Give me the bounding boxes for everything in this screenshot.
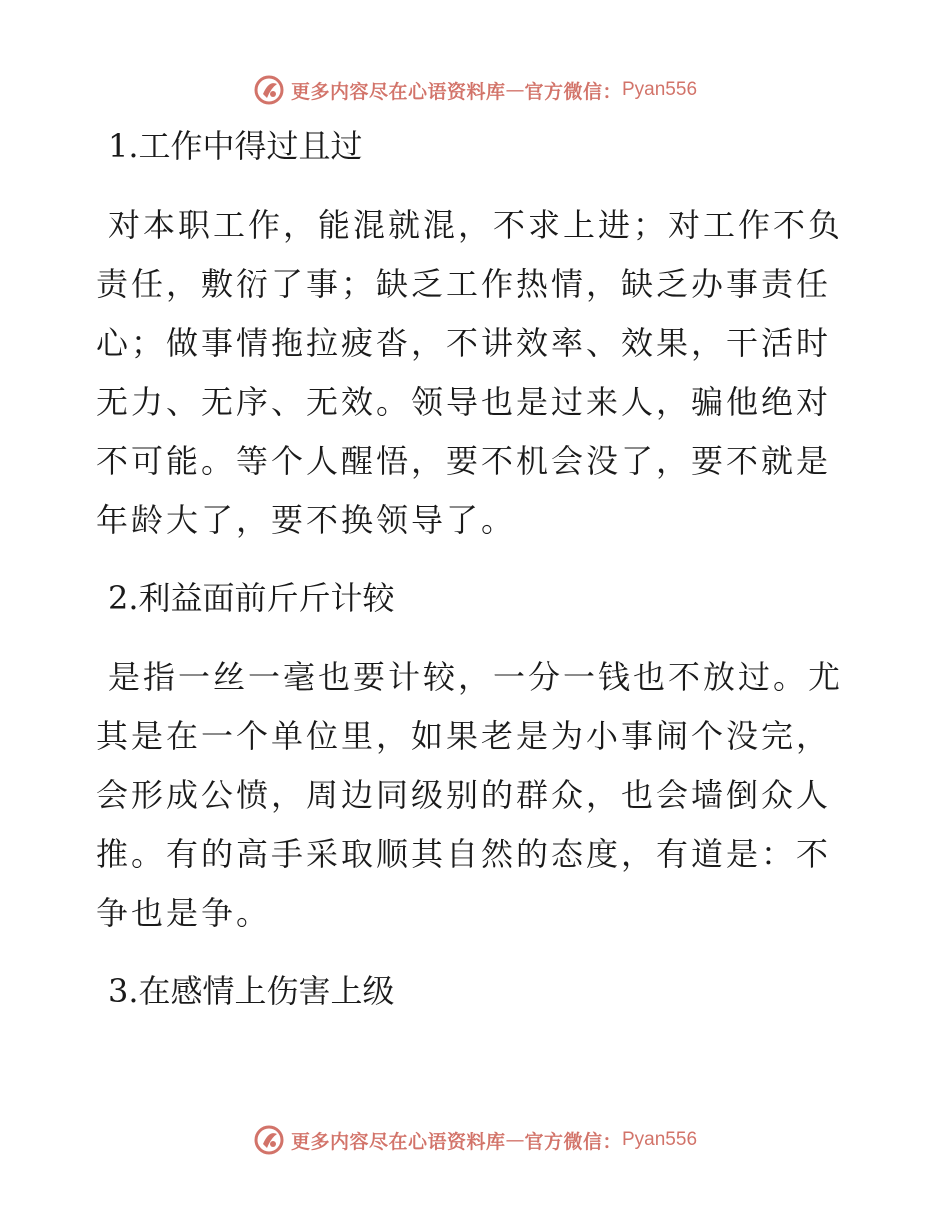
- watermark-wechat-id: Pyan556: [622, 1129, 698, 1150]
- document-body: [96, 118, 856, 1019]
- footer-watermark: [0, 1120, 950, 1160]
- brand-logo-icon: [253, 1124, 285, 1156]
- section-body-2: 是指一丝一毫也要计较，一分一钱也不放过。尤其是在一个单位里，如果老是为小事闹个没完，会形成公愤，周边同级别的群众，也会墙倒众人推。有的高手采取顺其自然的态度，有道是：不争也是争。: [96, 658, 844, 932]
- header-watermark: [0, 70, 950, 110]
- watermark-wechat-id: Pyan556: [622, 79, 698, 100]
- section-heading-3: 3.在感情上伤害上级: [108, 972, 395, 1010]
- brand-logo-icon: [253, 74, 285, 106]
- watermark-wechat-label: 官方微信：: [524, 80, 622, 103]
- watermark-text: 更多内容尽在心语资料库: [290, 1130, 506, 1153]
- watermark-text: 更多内容尽在心语资料库: [290, 80, 506, 103]
- section-body-1: 对本职工作，能混就混，不求上进；对工作不负责任，敷衍了事；缺乏工作热情，缺乏办事责任心；做事情拖拉疲沓，不讲效率、效果，干活时无力、无序、无效。领导也是过来人，骗他绝对不可能。等个人醒悟，要不机会没了，要不就是年龄大了，要不换领导了。: [96, 206, 844, 539]
- watermark-separator: —: [505, 79, 525, 101]
- watermark-separator: —: [505, 1129, 525, 1151]
- watermark-wechat-label: 官方微信：: [524, 1130, 622, 1153]
- section-heading-1: 1.工作中得过且过: [108, 127, 363, 165]
- section-heading-2: 2.利益面前斤斤计较: [108, 579, 395, 617]
